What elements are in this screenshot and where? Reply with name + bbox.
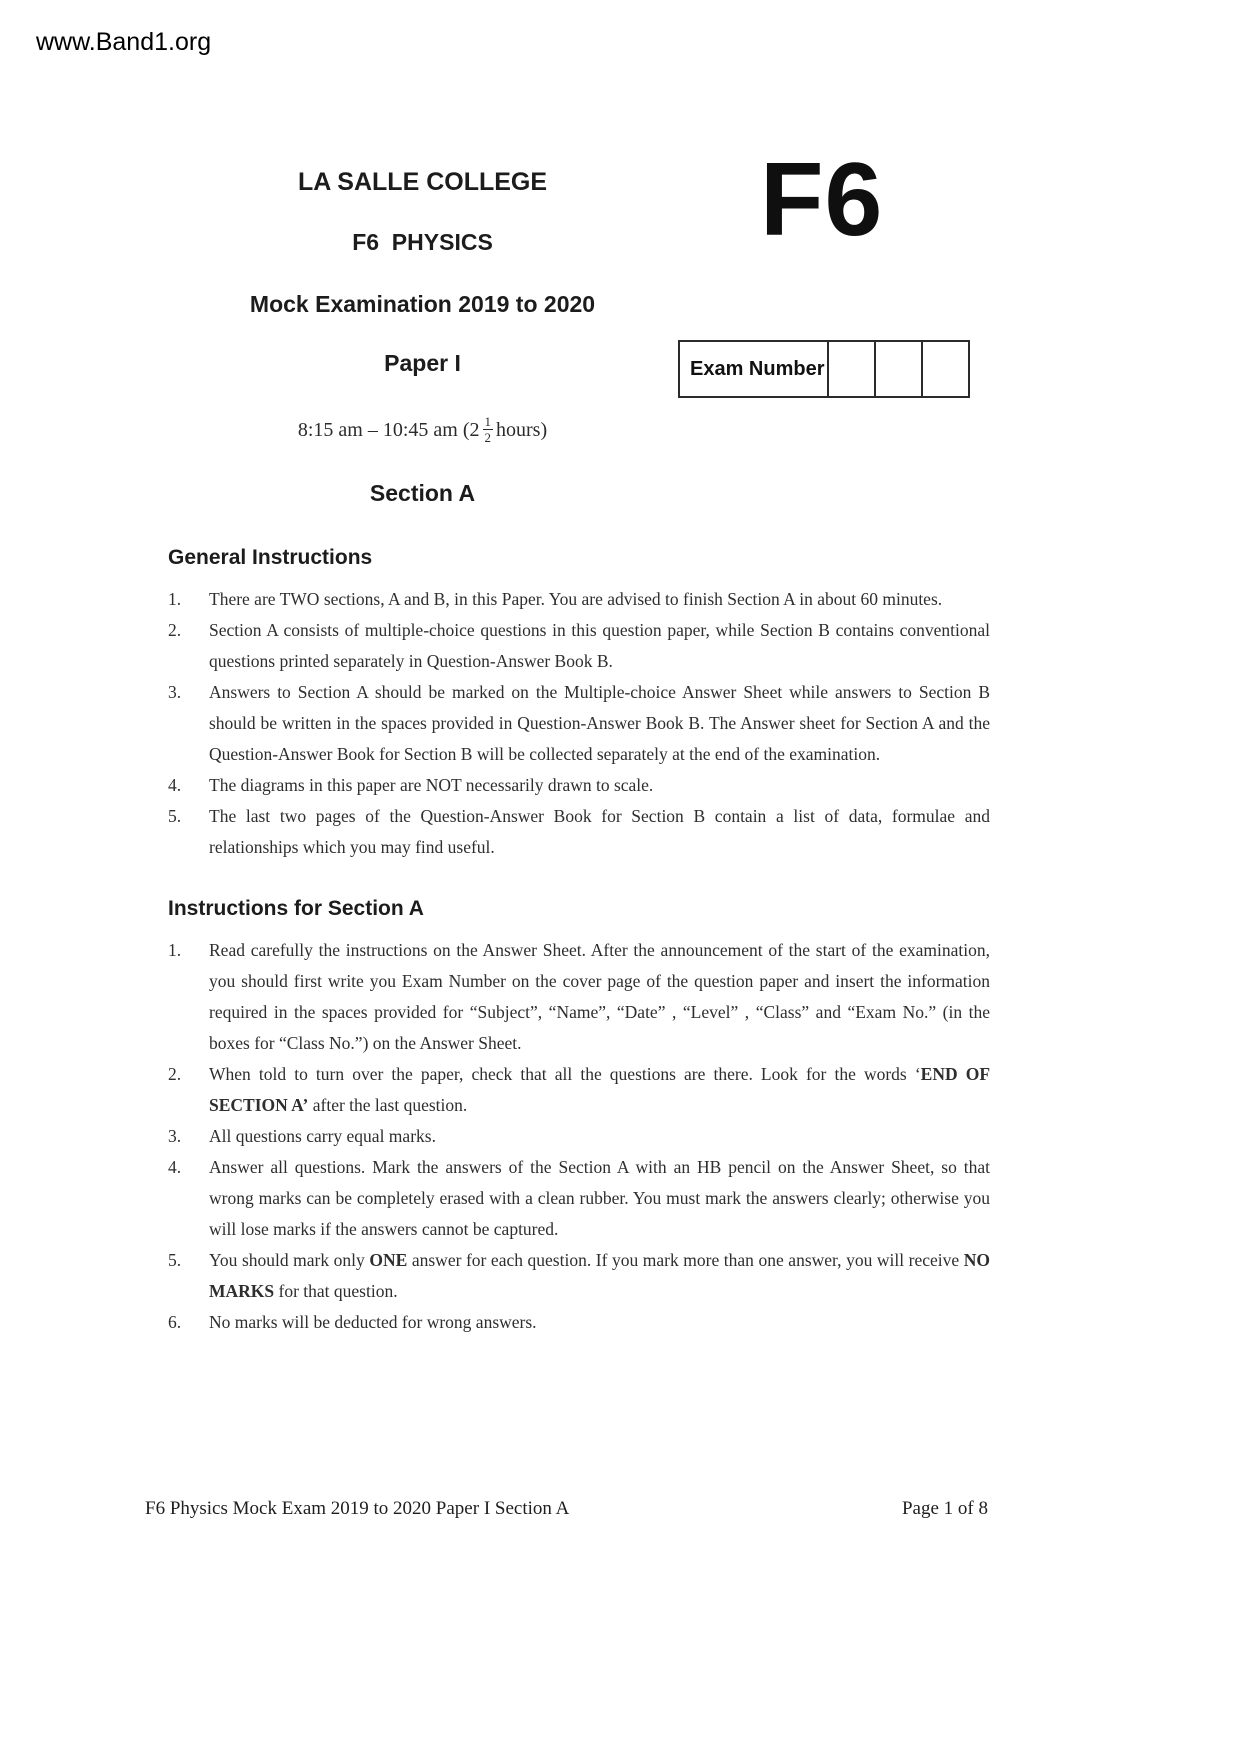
exam-title: Mock Examination 2019 to 2020 [249, 291, 596, 317]
list-item [168, 1152, 990, 1245]
footer-title: F6 Physics Mock Exam 2019 to 2020 Paper I Section A [145, 1498, 570, 1519]
time-suffix: hours) [496, 419, 548, 442]
item-number: 2. [168, 620, 182, 640]
item-number: 1. [168, 940, 182, 960]
list-item [168, 1121, 990, 1152]
item-text: Answers to Section A should be marked on the Multiple-choice Answer Sheet while answers to Section B should be written in the spaces provided in Question-Answer Book B. The Answer sheet for Section A and the Question-Answer Book for Section B will be collected separately at the end of the examination. [209, 682, 990, 764]
list-item [168, 1059, 990, 1121]
item-number: 5. [168, 806, 182, 826]
list-item [168, 935, 990, 1059]
fraction-numerator: 1 [484, 414, 492, 429]
subject-title: F6 PHYSICS [352, 229, 493, 255]
list-item [168, 615, 990, 677]
header-block [170, 168, 675, 444]
exam-number-cell [874, 342, 921, 396]
fraction-half [483, 415, 494, 444]
list-item [168, 801, 990, 863]
content [168, 546, 990, 1338]
item-text: No marks will be deducted for wrong answers. [209, 1312, 537, 1332]
list-item [168, 1245, 990, 1307]
item-text: When told to turn over the paper, check that all the questions are there. Look for the words ‘END OF SECTION A’ after the last question. [209, 1064, 991, 1115]
item-text: The diagrams in this paper are NOT necessarily drawn to scale. [209, 775, 654, 795]
general-instructions-list [168, 584, 990, 863]
general-instructions-title: General Instructions [168, 546, 373, 569]
item-number: 3. [168, 1126, 182, 1146]
item-number: 4. [168, 775, 182, 795]
school-name: LA SALLE COLLEGE [297, 168, 548, 196]
f6-badge: F6 [760, 142, 884, 258]
item-number: 3. [168, 682, 182, 702]
item-text: The last two pages of the Question-Answer Book for Section B contain a list of data, formulae and relationships which you may find useful. [209, 806, 990, 857]
watermark: www.Band1.org [36, 28, 212, 56]
item-text: Read carefully the instructions on the Answer Sheet. After the announcement of the start of the examination, you should first write you Exam Number on the cover page of the question paper and insert the information required in the spaces provided for “Subject”, “Name”, “Date” , “Level” , “Class” and “Exam No.” (in the boxes for “Class No.”) on the Answer Sheet. [209, 940, 990, 1053]
exam-number-cell [921, 342, 968, 396]
exam-number-box [678, 340, 970, 398]
item-text: You should mark only ONE answer for each question. If you mark more than one answer, you will receive NO MARKS for that question. [209, 1250, 990, 1301]
item-number: 6. [168, 1312, 182, 1332]
item-text: All questions carry equal marks. [209, 1126, 436, 1146]
list-item [168, 770, 990, 801]
item-text: Section A consists of multiple-choice questions in this question paper, while Section B contains conventional questions printed separately in Question-Answer Book B. [209, 620, 990, 671]
list-item [168, 1307, 990, 1338]
paper-title: Paper I [384, 350, 461, 376]
list-item [168, 677, 990, 770]
fraction-denominator: 2 [484, 430, 492, 445]
item-text: There are TWO sections, A and B, in this Paper. You are advised to finish Section A in about 60 minutes. [209, 589, 943, 609]
exam-number-label: Exam Number [690, 357, 825, 380]
section-title: Section A [369, 480, 476, 506]
section-a-instructions-title: Instructions for Section A [168, 897, 424, 920]
exam-number-cell [827, 342, 874, 396]
page-number: Page 1 of 8 [901, 1498, 988, 1519]
section-a-instructions-list [168, 935, 990, 1338]
item-number: 5. [168, 1250, 182, 1270]
item-number: 4. [168, 1157, 182, 1177]
time-prefix: 8:15 am – 10:45 am (2 [297, 419, 480, 442]
item-number: 1. [168, 589, 182, 609]
item-text: Answer all questions. Mark the answers of the Section A with an HB pencil on the Answer Sheet, so that wrong marks can be completely erased with a clean rubber. You must mark the answers clearly; otherwise you will lose marks if the answers cannot be captured. [209, 1157, 990, 1239]
list-item [168, 584, 990, 615]
item-number: 2. [168, 1064, 182, 1084]
exam-time [170, 415, 675, 444]
